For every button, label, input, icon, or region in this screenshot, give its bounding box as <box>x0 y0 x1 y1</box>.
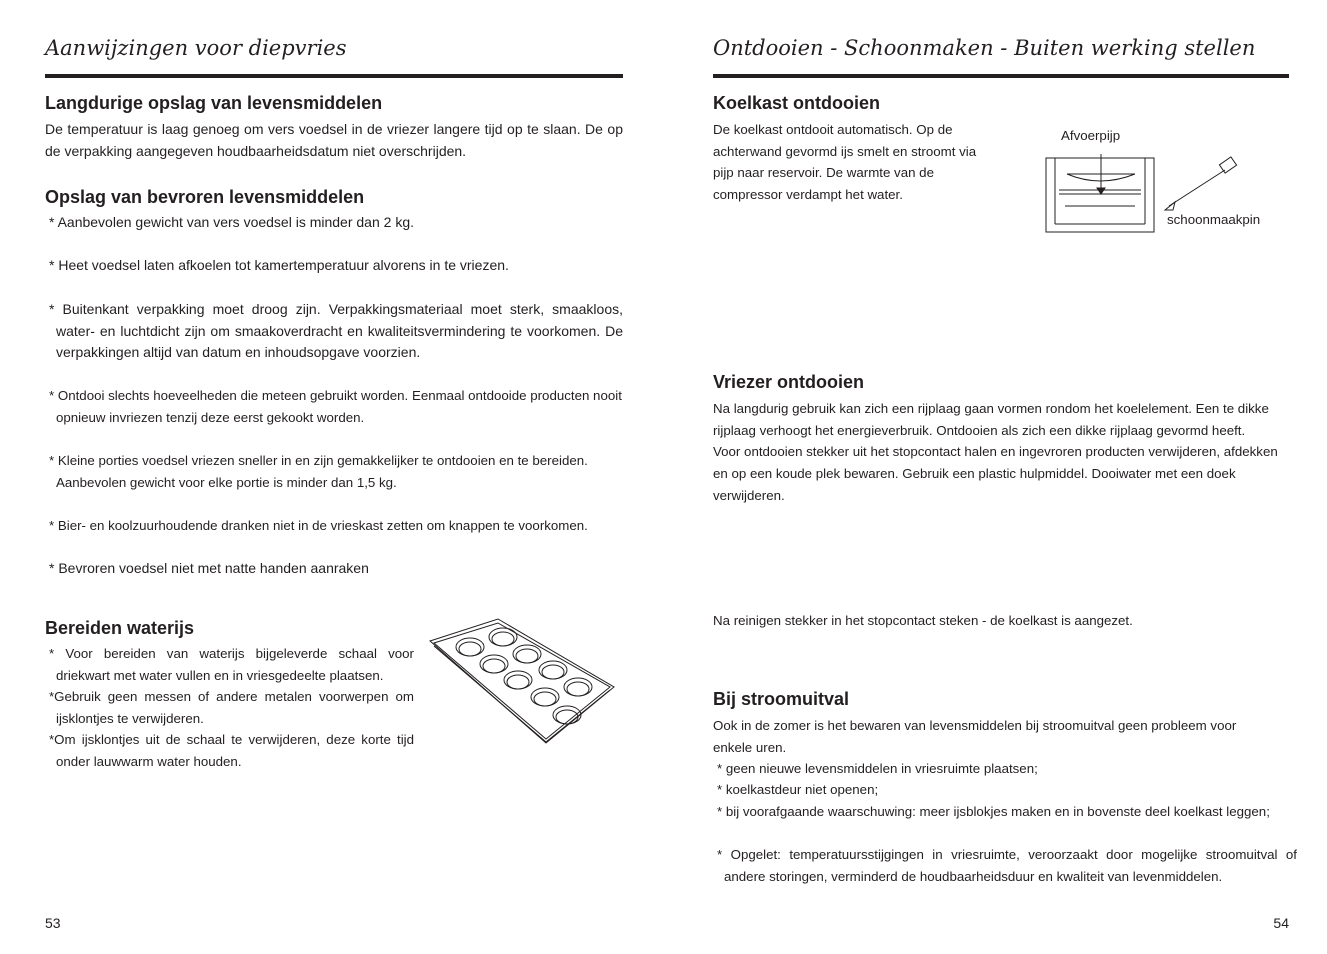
section-text: Voor ontdooien stekker uit het stopcontact halen en ingevroren producten verwijderen, afdekken en op een koude plek bewaren. Gebruik een plastic hulpmiddel. Dooiwater met een doek verwijderen. <box>713 444 1278 503</box>
list-item: * Buitenkant verpakking moet droog zijn. Verpakkingsmateriaal moet sterk, smaakloos, water- en luchtdicht zijn om smaakoverdracht en kwaliteitsvermindering te voorkomen. De verpakkingen altijd van datum en inhoudsopgave voorzien. <box>49 301 623 360</box>
section-frozen-storage <box>45 186 623 208</box>
section-water-ice <box>45 617 425 639</box>
section-freezer-defrost <box>713 371 1289 507</box>
list-item: *Gebruik geen messen of andere metalen voorwerpen om ijsklontjes te verwijderen. <box>49 689 414 726</box>
page-number: 53 <box>45 915 61 931</box>
list-item: * Kleine porties voedsel vriezen sneller in en zijn gemakkelijker te ontdooien en te bereiden. Aanbevolen gewicht voor elke portie is minder dan 1,5 kg. <box>49 453 588 490</box>
section-text: De koelkast ontdooit automatisch. Op de achterwand gevormd ijs smelt en stroomt via pijp naar reservoir. De warmte van de compressor verdampt het water. <box>713 122 977 203</box>
label-cleaning-pin: schoonmaakpin <box>1167 212 1261 227</box>
list-item: * Bevroren voedsel niet met natte handen aanraken <box>49 560 369 576</box>
list-item: * Bier- en koolzuurhoudende dranken niet in de vrieskast zetten om knappen te voorkomen. <box>49 518 588 533</box>
note-text: Na reinigen stekker in het stopcontact steken - de koelkast is aangezet. <box>713 613 1133 628</box>
label-drain-pipe: Afvoerpijp <box>1061 128 1121 143</box>
list-item: * Ontdooi slechts hoeveelheden die meteen gebruikt worden. Eenmaal ontdooide producten nooit opnieuw invriezen tenzij deze eerst gekookt worden. <box>49 388 622 425</box>
right-header-rule <box>713 74 1289 78</box>
section-title: Vriezer ontdooien <box>713 372 865 392</box>
list-item: * bij voorafgaande waarschuwing: meer ijsblokjes maken en in bovenste deel koelkast leggen; <box>717 804 1270 819</box>
list-item: * Heet voedsel laten afkoelen tot kamertemperatuur alvorens in te vriezen. <box>49 257 509 273</box>
list-item: * Opgelet: temperatuursstijgingen in vriesruimte, veroorzaakt door mogelijke stroomuitval of andere storingen, verminderd de houdbaarheidsduur en kwaliteit van levenmiddelen. <box>717 847 1297 884</box>
section-title: Opslag van bevroren levensmiddelen <box>45 187 365 207</box>
section-text: De temperatuur is laag genoeg om vers voedsel in de vriezer langere tijd op te slaan. De op de verpakking aangegeven houdbaarheidsdatum niet overschrijden. <box>45 121 623 159</box>
list-item: * Voor bereiden van waterijs bijgeleverde schaal voor driekwart met water vullen en in vriesgedeelte plaatsen. <box>49 646 414 683</box>
section-text: Na langdurig gebruik kan zich een rijplaag gaan vormen rondom het koelelement. Een te dikke rijplaag verhoogt het energieverbruik. Ontdooien als zich een dikke rijplaag gevormd heeft. <box>713 401 1269 438</box>
section-text: Ook in de zomer is het bewaren van levensmiddelen bij stroomuitval geen probleem voor enkele uren. <box>713 718 1237 755</box>
list-item: * koelkastdeur niet openen; <box>717 782 879 797</box>
section-power-failure <box>713 688 1289 758</box>
list-item: *Om ijsklontjes uit de schaal te verwijderen, deze korte tijd onder lauwwarm water houden. <box>49 732 414 769</box>
left-page <box>45 0 623 954</box>
section-title: Bij stroomuitval <box>713 689 850 709</box>
list-item: * geen nieuwe levensmiddelen in vriesruimte plaatsen; <box>717 761 1038 776</box>
section-title: Koelkast ontdooien <box>713 93 881 113</box>
list-item: * Aanbevolen gewicht van vers voedsel is minder dan 2 kg. <box>49 214 414 230</box>
section-title: Langdurige opslag van levensmiddelen <box>45 93 383 113</box>
left-page-header: Aanwijzingen voor diepvries <box>45 36 347 60</box>
section-long-storage <box>45 92 623 162</box>
left-header-rule <box>45 74 623 78</box>
ice-tray-illustration <box>428 617 618 747</box>
section-fridge-defrost <box>713 92 1013 206</box>
right-page-header: Ontdooien - Schoonmaken - Buiten werking stellen <box>713 36 1256 60</box>
right-page <box>713 0 1297 954</box>
page-number: 54 <box>1273 915 1289 931</box>
section-title: Bereiden waterijs <box>45 618 195 638</box>
